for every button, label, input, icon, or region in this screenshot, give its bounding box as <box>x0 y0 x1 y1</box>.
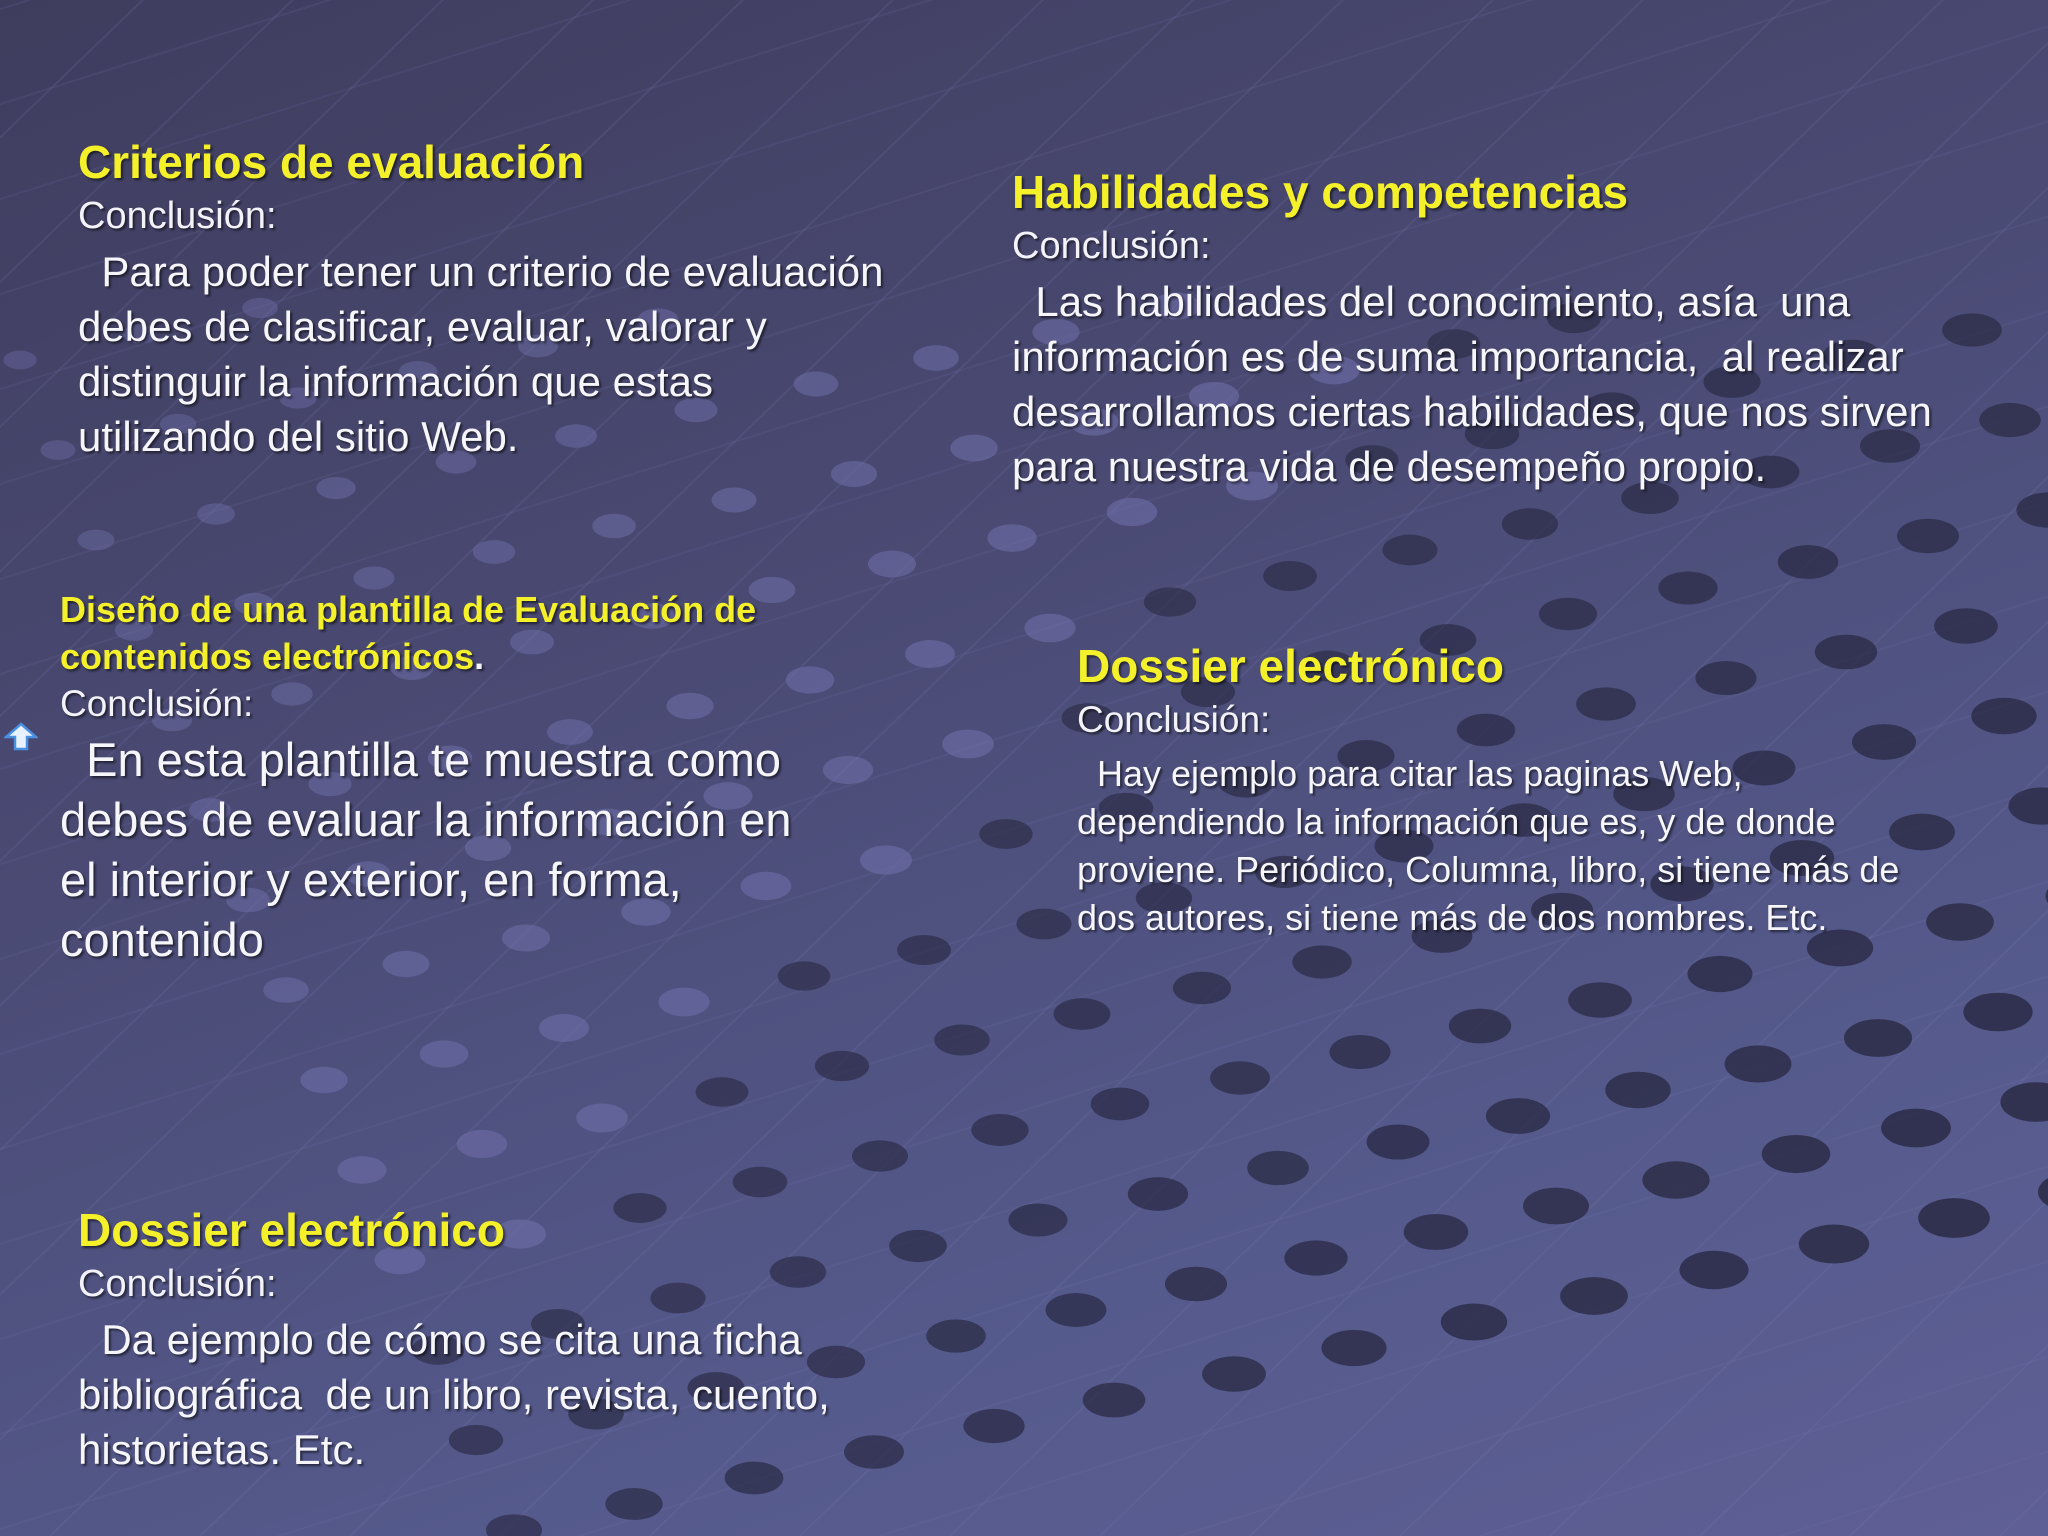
section-criterios <box>78 132 978 464</box>
section-title: Dossier electrónico <box>1077 640 1504 692</box>
section-subtitle: Conclusión: <box>60 683 254 724</box>
section-body: Da ejemplo de cómo se cita una ficha bibliográfica de un libro, revista, cuento, historietas. Etc. <box>78 1316 830 1473</box>
section-body: Para poder tener un criterio de evaluación debes de clasificar, evaluar, valorar y distinguir la información que estas utilizando del sitio Web. <box>78 248 884 460</box>
section-title: Dossier electrónico <box>78 1204 505 1256</box>
section-habilidades <box>1012 162 2042 494</box>
section-body: Hay ejemplo para citar las paginas Web, dependiendo la información que es, y de donde proviene. Periódico, Columna, libro, si tiene más de dos autores, si tiene más de dos nombres. Etc. <box>1077 753 1900 938</box>
section-plantilla <box>60 586 1000 970</box>
section-subtitle: Conclusión: <box>78 1263 277 1305</box>
section-subtitle: Conclusión: <box>78 195 277 237</box>
section-subtitle: Conclusión: <box>1077 699 1271 740</box>
section-title: Habilidades y competencias <box>1012 166 1629 218</box>
section-body: En esta plantilla te muestra como debes de evaluar la información en el interior y exterior, en forma, contenido <box>60 733 792 966</box>
section-body: Las habilidades del conocimiento, asía una información es de suma importancia, al realizar desarrollamos ciertas habilidades, que nos sirven para nuestra vida de desempeño propio. <box>1012 278 1932 490</box>
section-title-period: . <box>474 636 485 677</box>
up-arrow-icon[interactable] <box>4 722 38 752</box>
section-title: Criterios de evaluación <box>78 136 585 188</box>
section-dossier-bottom <box>78 1200 978 1477</box>
section-title <box>60 586 1000 680</box>
section-title-text: Diseño de una plantilla de Evaluación de contenidos electrónicos <box>60 589 757 677</box>
section-dossier-right <box>1077 636 2037 942</box>
section-subtitle: Conclusión: <box>1012 225 1211 267</box>
